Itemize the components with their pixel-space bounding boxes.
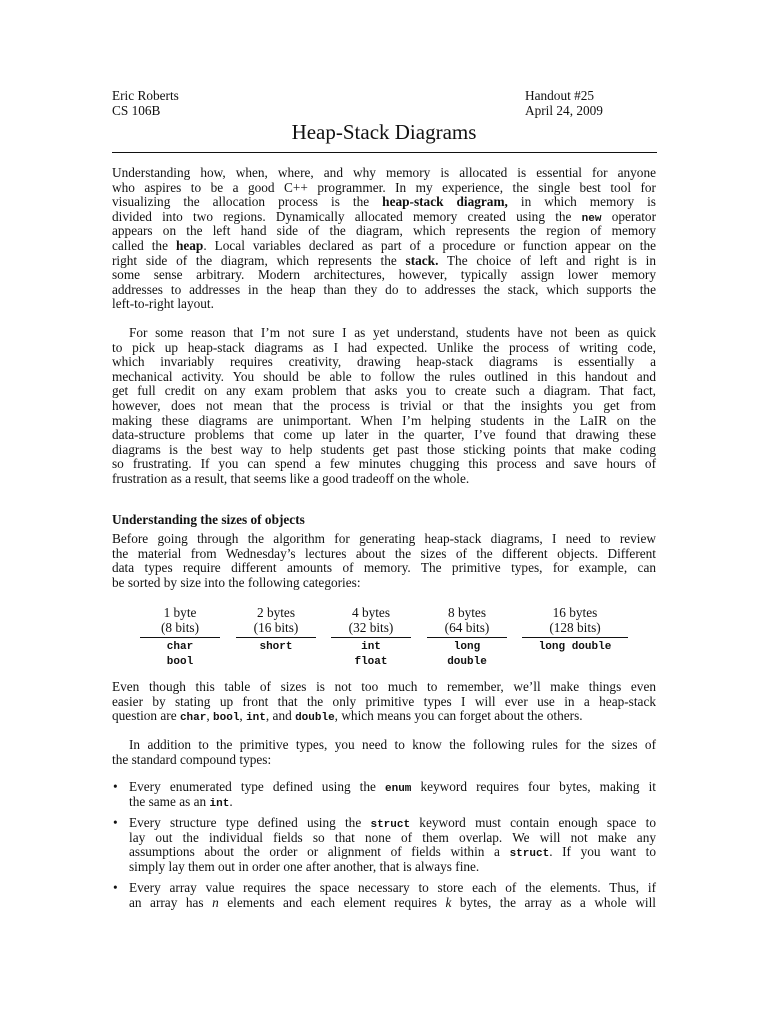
section-heading: Understanding the sizes of objects bbox=[112, 512, 305, 527]
handout-number: Handout #25 bbox=[525, 88, 595, 103]
page-title: Heap-Stack Diagrams bbox=[291, 120, 477, 144]
text-line: Understanding how, when, where, and why memory is allocated is essential for anyone bbox=[112, 165, 656, 180]
text-line: data-structure problems that come up later in the quarter, I’ve found that drawing these bbox=[112, 427, 656, 443]
type-name: int bbox=[361, 641, 381, 653]
text-line: who aspires to be a good C++ programmer. In my experience, the single best tool for bbox=[112, 179, 656, 195]
text-line: Even though this table of sizes is not too much to remember, we’ll make things even bbox=[112, 679, 656, 694]
primitive-types-paragraph bbox=[112, 680, 656, 724]
author-name: Eric Roberts bbox=[112, 88, 179, 103]
type-name bbox=[236, 655, 316, 670]
type-column bbox=[331, 640, 411, 669]
text-line: left-to-right layout. bbox=[112, 296, 214, 312]
size-bits: (8 bits) bbox=[160, 619, 200, 635]
intro-paragraph bbox=[112, 166, 656, 312]
code-double: double bbox=[295, 712, 335, 725]
text-line: to pick up heap-stack diagrams as I had expected. Unlike the process of writing code, bbox=[112, 339, 656, 355]
code-int: int bbox=[209, 797, 230, 810]
text-line: the standard compound types: bbox=[112, 751, 272, 767]
table-rule bbox=[427, 637, 507, 638]
text-line: which invariably requires creativity, drawing heap-stack diagrams is essentially a bbox=[112, 354, 656, 370]
text-line: visualizing the allocation process is the heap-stack diagram, in which memory is bbox=[112, 194, 656, 210]
code-bool: bool bbox=[213, 712, 240, 725]
size-bytes: 1 byte bbox=[163, 605, 197, 620]
text-line: Every structure type defined using the struct keyword must contain enough space to bbox=[129, 815, 656, 831]
size-bits: (64 bits) bbox=[444, 619, 490, 635]
sizes-paragraph bbox=[112, 532, 656, 590]
type-name: short bbox=[259, 641, 293, 653]
size-column bbox=[331, 606, 411, 635]
size-column bbox=[236, 606, 316, 635]
table-rule bbox=[140, 637, 220, 638]
table-rule bbox=[236, 637, 316, 638]
term-heap: heap bbox=[175, 237, 204, 253]
text-line: simply lay them out in order one after another, that is always fine. bbox=[129, 858, 480, 874]
text-line: Before going through the algorithm for generating heap-stack diagrams, I need to review bbox=[112, 531, 656, 546]
table-rule bbox=[331, 637, 411, 638]
text-line: assumptions about the order or alignment of fields within a struct. If you want to bbox=[129, 844, 656, 861]
code-char: char bbox=[179, 712, 207, 725]
text-line: an array has n elements and each element requires k bytes, the array as a whole will bbox=[129, 894, 657, 910]
type-name: bool bbox=[166, 655, 194, 668]
course-code: CS 106B bbox=[112, 103, 161, 118]
text-line: data types require different amounts of memory. The primitive types, for example, can bbox=[112, 560, 656, 576]
text-line: appears on the left hand side of the diagram, which represents the region of memory bbox=[112, 223, 656, 239]
type-name bbox=[522, 655, 628, 670]
size-bytes: 4 bytes bbox=[351, 605, 391, 620]
type-column bbox=[236, 640, 316, 669]
text-line: however, does not mean that the process is trivial or that the insights you get from bbox=[112, 397, 656, 413]
title-rule bbox=[112, 152, 657, 153]
compound-types-paragraph bbox=[112, 738, 656, 767]
text-line: In addition to the primitive types, you need to know the following rules for the sizes of bbox=[129, 737, 656, 752]
type-name: long double bbox=[538, 641, 612, 653]
text-line: so frustrating. If you can spend a few minutes chugging this process and save hours of bbox=[112, 456, 656, 472]
size-column bbox=[140, 606, 220, 635]
size-column bbox=[522, 606, 628, 635]
text-line: making these diagrams are unimportant. When I’m helping students in the LaIR on the bbox=[112, 412, 656, 428]
size-bits: (32 bits) bbox=[348, 619, 394, 635]
bullet-icon: • bbox=[113, 779, 118, 794]
bullet-icon: • bbox=[113, 815, 118, 830]
var-k: k bbox=[445, 894, 452, 910]
type-column bbox=[427, 640, 507, 669]
code-struct: struct bbox=[370, 819, 411, 831]
text-line: some sense arbitrary. Modern architectures, however, typically assign lower memory bbox=[112, 267, 656, 283]
text-line: mechanical activity. You should be able to follow the rules outlined in this handout and bbox=[112, 368, 656, 384]
text-line: easier by stating up front that the only primitive types I will ever use in a heap-stack bbox=[112, 693, 656, 709]
size-bits: (16 bits) bbox=[253, 619, 299, 635]
term-stack: stack. bbox=[405, 252, 439, 268]
text-line: divided into two regions. Dynamically allocated memory created using the new operator bbox=[112, 208, 657, 225]
text-line: diagrams is the best way to help students get past those sticking points that make coding bbox=[112, 441, 656, 457]
type-name: float bbox=[354, 655, 388, 668]
text-line: get full credit on any exam problem that asks you to create such a diagram. That fact, bbox=[112, 383, 656, 399]
size-column bbox=[427, 606, 507, 635]
term-heap-stack-diagram: heap-stack diagram, bbox=[382, 194, 508, 210]
text-line: the material from Wednesday’s lectures about the sizes of the different objects. Different bbox=[112, 545, 656, 561]
code-new: new bbox=[581, 212, 602, 225]
text-line: addresses to addresses in the heap than they do to addresses the stack, which supports the bbox=[112, 281, 656, 297]
text-line: frustration as a result, that seems like a good tradeoff on the whole. bbox=[112, 470, 470, 486]
code-struct: struct bbox=[509, 848, 550, 861]
text-line: lay out the individual fields so that none of them overlap. We will not make any bbox=[129, 829, 656, 845]
size-bytes: 16 bytes bbox=[552, 605, 598, 620]
size-bytes: 8 bytes bbox=[447, 605, 487, 620]
type-name: long bbox=[453, 641, 481, 653]
type-column bbox=[140, 640, 220, 669]
text-line: the same as an int. bbox=[129, 793, 233, 810]
text-line: right side of the diagram, which represents the stack. The choice of left and right is in bbox=[112, 252, 656, 268]
size-bits: (128 bits) bbox=[549, 619, 601, 635]
second-paragraph bbox=[112, 326, 656, 487]
text-line: Every array value requires the space necessary to store each of the elements. Thus, if bbox=[129, 880, 656, 895]
handout-date: April 24, 2009 bbox=[525, 103, 603, 118]
code-int: int bbox=[246, 712, 266, 725]
table-rule bbox=[522, 637, 628, 638]
text-line: be sorted by size into the following categories: bbox=[112, 574, 361, 590]
text-line: question are char, bool, int, and double, which means you can forget about the others. bbox=[112, 708, 583, 725]
code-enum: enum bbox=[385, 783, 412, 795]
size-bytes: 2 bytes bbox=[256, 605, 296, 620]
type-column bbox=[522, 640, 628, 669]
type-name: char bbox=[166, 641, 194, 653]
bullet-icon: • bbox=[113, 880, 118, 895]
text-line: Every enumerated type defined using the enum keyword requires four bytes, making it bbox=[129, 779, 656, 795]
text-line: called the heap. Local variables declared as part of a procedure or function appear on the bbox=[112, 237, 656, 253]
type-name: double bbox=[447, 655, 487, 668]
text-line: For some reason that I’m not sure I as yet understand, students have not been as quick bbox=[129, 325, 656, 340]
var-n: n bbox=[212, 894, 219, 910]
